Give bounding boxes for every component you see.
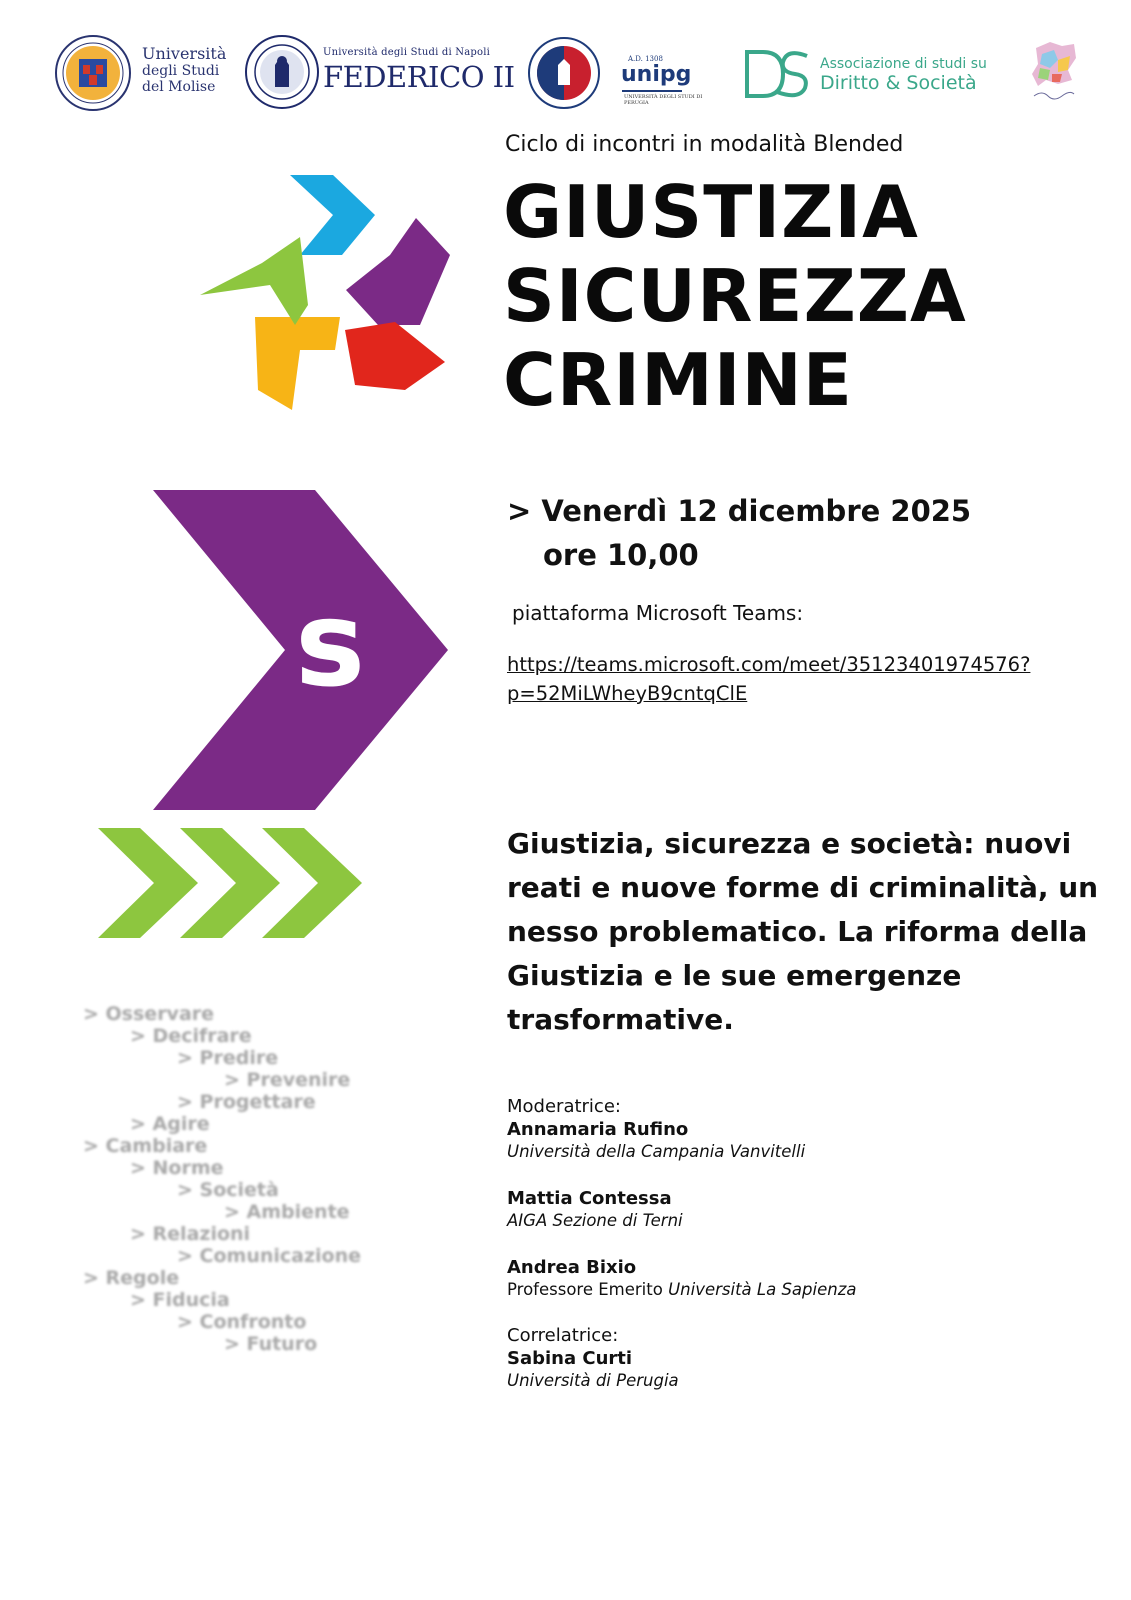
teams-meeting-link[interactable]: [507, 650, 1077, 708]
ladder-item: > Relazioni: [130, 1223, 251, 1245]
federico-subtitle: Università degli Studi di Napoli: [323, 47, 490, 58]
green-arrows-graphic: [98, 828, 363, 938]
molise-university-name: Università degli Studi del Molise: [142, 44, 227, 95]
talk-title: Giustizia, sicurezza e società: nuovi reati e nuove forme di criminalità, un nesso problematico. La riforma della Giustizia e le sue emergenze trasformative.: [507, 827, 1099, 1036]
ladder-item: > Confronto: [177, 1311, 307, 1333]
speakers-list: [507, 1096, 1107, 1392]
correlator-affiliation: Università di Perugia: [507, 1371, 679, 1390]
ladder-item: > Regole: [83, 1267, 180, 1289]
ladder-item: > Norme: [130, 1157, 224, 1179]
speaker-3-name: Andrea Bixio: [507, 1257, 637, 1278]
europe-map-logo: [1028, 40, 1080, 104]
platform-label: piattaforma Microsoft Teams:: [512, 601, 804, 625]
speaker-2-name: Mattia Contessa: [507, 1188, 672, 1209]
moderator-role: Moderatrice:: [507, 1096, 621, 1117]
page-title: [503, 170, 967, 422]
speaker-2-affiliation: AIGA Sezione di Terni: [507, 1211, 683, 1230]
teams-link-line-1[interactable]: https://teams.microsoft.com/meet/35123401974576?: [507, 653, 1031, 676]
unipg-founded: A.D. 1308: [628, 55, 663, 63]
moderator-name: Annamaria Rufino: [507, 1119, 689, 1140]
ds-mark-logo: [743, 48, 813, 100]
speaker-3-affiliation: Professore Emerito Università La Sapienza: [507, 1280, 857, 1299]
ladder-item: > Prevenire: [224, 1069, 351, 1091]
correlator-role: Correlatrice:: [507, 1325, 619, 1346]
event-time: ore 10,00: [543, 538, 699, 572]
federico-name: FEDERICO II: [323, 60, 515, 94]
title-line-1: GIUSTIZIA: [503, 170, 919, 254]
s-letter: s: [295, 575, 366, 713]
unipg-wordmark: unipg: [621, 62, 692, 87]
ladder-item: > Progettare: [177, 1091, 316, 1113]
title-line-3: CRIMINE: [503, 338, 853, 422]
pinwheel-logo: [200, 175, 455, 420]
ladder-item: > Fiducia: [130, 1289, 230, 1311]
perugia-seal-logo: [528, 37, 600, 109]
ladder-item: > Futuro: [224, 1333, 318, 1355]
ladder-item: > Predire: [177, 1047, 279, 1069]
event-date: > Venerdì 12 dicembre 2025: [507, 494, 972, 528]
ladder-item: > Comunicazione: [177, 1245, 362, 1267]
series-subtitle: Ciclo di incontri in modalità Blended: [505, 132, 904, 157]
unipg-underline: [622, 90, 682, 92]
ladder-item: > Agire: [130, 1113, 210, 1135]
ladder-item: > Ambiente: [224, 1201, 350, 1223]
ladder-item: > Cambiare: [83, 1135, 208, 1157]
correlator-name: Sabina Curti: [507, 1348, 633, 1369]
federico-seal-logo: [245, 35, 319, 109]
title-line-2: SICUREZZA: [503, 254, 967, 338]
teams-link-line-2[interactable]: p=52MiLWheyB9cntqClE: [507, 682, 748, 705]
ladder-item: > Decifrare: [130, 1025, 252, 1047]
ladder-item: > Società: [177, 1179, 279, 1201]
ds-association-name: Associazione di studi su Diritto & Società: [820, 56, 987, 94]
ladder-item: > Osservare: [83, 1003, 215, 1025]
unipg-subtitle: UNIVERSITÀ DEGLI STUDI DI PERUGIA: [624, 94, 703, 106]
moderator-affiliation: Università della Campania Vanvitelli: [507, 1142, 806, 1161]
molise-seal-logo: [55, 35, 131, 111]
